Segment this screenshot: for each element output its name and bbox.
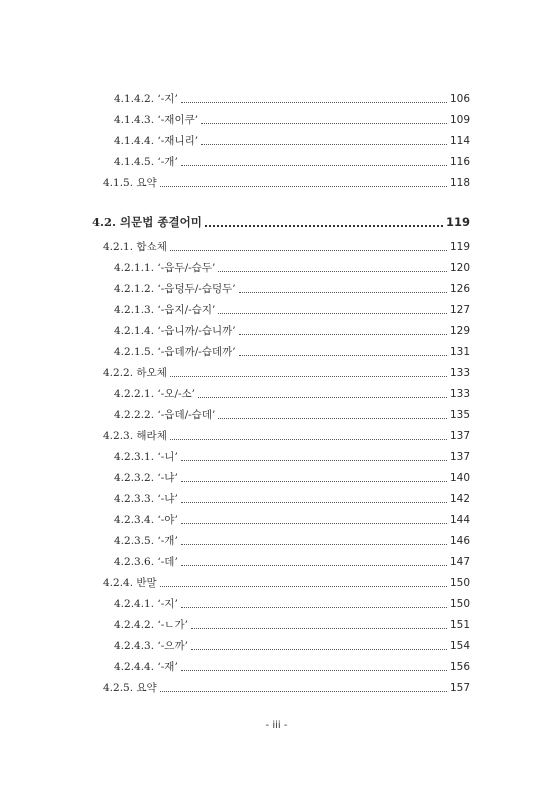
toc-dot-leader [191,628,447,629]
toc-entry-title: ‘-냐’ [157,472,178,484]
toc-entry-number: 4.2.2.2. [114,409,155,421]
toc-entry-title: ‘-개’ [157,535,178,547]
toc-dot-leader [181,502,447,503]
toc-entry-title: ‘-니’ [157,451,178,463]
toc-entry-number: 4.2.4. [103,577,134,589]
toc-entry-number: 4.1.4.2. [114,93,155,105]
toc-entry-title: ‘-읍데/-습데’ [157,409,216,421]
toc-dot-leader [201,144,447,145]
toc-dot-leader [170,250,447,251]
toc-entry-page: 151 [449,619,470,631]
toc-entry-label [103,681,160,695]
toc-entry-title: ‘-읍덩두/-습덩두’ [157,283,236,295]
toc-entry[interactable] [92,214,470,230]
toc-entry-page: 156 [449,661,470,673]
toc-entry-number: 4.2.1.4. [114,325,155,337]
toc-dot-leader [181,102,447,103]
toc-dot-leader [218,418,447,419]
toc-dot-leader [170,376,447,377]
toc-entry-label [114,597,181,611]
toc-entry-page: 133 [449,367,470,379]
toc-entry-label [114,555,181,569]
toc-entry-page: 137 [449,451,470,463]
toc-dot-leader [218,313,447,314]
toc-entry-title: ‘-오/-소’ [157,388,196,400]
toc-entry[interactable] [114,387,470,401]
toc-entry-title: ‘-지’ [157,93,178,105]
toc-entry-label [114,345,239,359]
toc-entry-page: 120 [449,262,470,274]
toc-entry-number: 4.2.3. [103,430,134,442]
toc-entry-page: 140 [449,472,470,484]
toc-entry-label [114,303,218,317]
toc-entry-number: 4.2.5. [103,682,134,694]
toc-entry-title: ‘-읍데까/-습데까’ [157,346,236,358]
toc-entry-number: 4.2.3.6. [114,556,155,568]
page-number-footer: - iii - [265,720,288,731]
toc-entry-title: 요약 [136,177,157,189]
toc-entry-title: 요약 [136,682,157,694]
toc-entry[interactable] [103,240,470,254]
toc-entry[interactable] [114,113,470,127]
toc-entry-label [114,492,181,506]
toc-entry-number: 4.2.2. [103,367,134,379]
toc-entry-number: 4.2.4.3. [114,640,155,652]
toc-entry[interactable] [114,555,470,569]
toc-entry-title: ‘-야’ [157,514,178,526]
toc-entry-page: 146 [449,535,470,547]
toc-entry-title: ‘-읍두/-습두’ [157,262,216,274]
toc-entry-number: 4.2.3.3. [114,493,155,505]
toc-entry[interactable] [114,345,470,359]
toc-dot-leader [198,397,447,398]
toc-dot-leader [160,691,447,692]
toc-entry-title: 하오체 [136,367,167,379]
toc-entry-label [114,660,181,674]
toc-dot-leader [181,544,447,545]
toc-dot-leader [205,225,443,227]
toc-entry-number: 4.1.4.3. [114,114,155,126]
toc-entry-label [114,155,181,169]
toc-dot-leader [181,565,447,566]
toc-entry-number: 4.1.4.5. [114,156,155,168]
toc-entry[interactable] [114,134,470,148]
toc-entry-number: 4.1.5. [103,177,134,189]
toc-entry-label [114,534,181,548]
toc-entry-number: 4.2.1.1. [114,262,155,274]
toc-dot-leader [218,271,447,272]
toc-entry-number: 4.2. [92,215,117,229]
toc-entry-title: 합쇼체 [136,241,167,253]
toc-entry[interactable] [114,618,470,632]
toc-entry-title: 반말 [136,577,157,589]
toc-entry-title: ‘-으까’ [157,640,188,652]
toc-dot-leader [160,186,447,187]
toc-entry-label [103,366,170,380]
toc-entry-label [103,176,160,190]
toc-entry[interactable] [114,261,470,275]
toc-entry-page: 131 [449,346,470,358]
toc-entry-page: 114 [449,135,470,147]
toc-entry-number: 4.2.3.1. [114,451,155,463]
toc-entry[interactable] [114,155,470,169]
toc-entry-number: 4.2.1. [103,241,134,253]
toc-entry-page: 135 [449,409,470,421]
toc-entry-page: 150 [449,577,470,589]
toc-dot-leader [239,334,447,335]
toc-dot-leader [181,460,447,461]
toc-entry-title: ‘-재’ [157,661,178,673]
toc-entry-label [114,261,218,275]
toc-entry-page: 144 [449,514,470,526]
toc-dot-leader [201,123,447,124]
toc-entry-page: 126 [449,283,470,295]
toc-entry-number: 4.2.4.4. [114,661,155,673]
toc-dot-leader [170,439,447,440]
toc-entry-title: ‘-지’ [157,598,178,610]
toc-entry[interactable] [103,576,470,590]
toc-entry-page: 147 [449,556,470,568]
toc-entry-title: ‘-재니리’ [157,135,199,147]
toc-entry-label [114,324,239,338]
toc-entry-title: 의문법 종결어미 [120,215,202,229]
toc-entry-label [114,639,191,653]
toc-entry-page: 119 [445,215,470,229]
toc-entry-label [114,282,239,296]
toc-entry-label [114,450,181,464]
toc-dot-leader [181,523,447,524]
toc-dot-leader [181,481,447,482]
toc-entry-title: ‘-냐’ [157,493,178,505]
toc-entry-label [92,214,205,230]
toc-entry-label [114,513,181,527]
toc-entry-label [114,134,201,148]
toc-entry-number: 4.1.4.4. [114,135,155,147]
toc-entry[interactable] [114,597,470,611]
toc-entry-label [114,408,218,422]
toc-dot-leader [239,355,447,356]
toc-entry-page: 118 [449,177,470,189]
toc-entry-page: 157 [449,682,470,694]
toc-entry-number: 4.2.3.4. [114,514,155,526]
toc-entry-number: 4.2.3.2. [114,472,155,484]
toc-entry[interactable] [114,534,470,548]
toc-entry-page: 109 [449,114,470,126]
toc-entry-number: 4.2.1.3. [114,304,155,316]
toc-entry-title: ‘-읍니까/-습니까’ [157,325,236,337]
toc-dot-leader [160,586,447,587]
toc-entry-number: 4.2.4.1. [114,598,155,610]
toc-entry[interactable] [103,681,470,695]
toc-entry-title: ‘-읍지/-습지’ [157,304,216,316]
toc-dot-leader [181,670,447,671]
toc-entry[interactable] [114,408,470,422]
toc-entry-page: 119 [449,241,470,253]
toc-entry-number: 4.2.1.2. [114,283,155,295]
toc-entry[interactable] [114,471,470,485]
toc-entry-page: 137 [449,430,470,442]
toc-entry-number: 4.2.2.1. [114,388,155,400]
toc-dot-leader [181,607,447,608]
toc-entry[interactable] [114,639,470,653]
toc-entry-title: ‘-데’ [157,556,178,568]
toc-entry-page: 116 [449,156,470,168]
toc-entry-number: 4.2.4.2. [114,619,155,631]
toc-entry-page: 150 [449,598,470,610]
toc-dot-leader [191,649,447,650]
toc-entry[interactable] [114,513,470,527]
toc-entry-page: 106 [449,93,470,105]
toc-entry-page: 129 [449,325,470,337]
toc-entry-title: ‘-개’ [157,156,178,168]
toc-entry-label [103,576,160,590]
toc-entry-label [103,240,170,254]
toc-entry-title: ‘-재이쿠’ [157,114,199,126]
toc-entry-label [114,113,201,127]
toc-entry-label [114,387,198,401]
toc-entry-page: 127 [449,304,470,316]
toc-entry-page: 133 [449,388,470,400]
toc-entry[interactable] [114,303,470,317]
toc-entry[interactable] [114,492,470,506]
toc-entry-label [103,429,170,443]
toc-dot-leader [181,165,447,166]
toc-entry[interactable] [114,660,470,674]
toc-entry-number: 4.2.3.5. [114,535,155,547]
toc-entry[interactable] [103,366,470,380]
toc-dot-leader [239,292,447,293]
toc-entry-page: 142 [449,493,470,505]
toc-entry-label [114,92,181,106]
toc-entry-label [114,471,181,485]
toc-entry[interactable] [114,282,470,296]
toc-entry-number: 4.2.1.5. [114,346,155,358]
toc-entry-page: 154 [449,640,470,652]
toc-entry[interactable] [103,429,470,443]
toc-entry[interactable] [114,92,470,106]
toc-entry-title: ‘-ㄴ가’ [157,619,188,631]
toc-entry-label [114,618,191,632]
toc-entry[interactable] [103,176,470,190]
toc-entry[interactable] [114,450,470,464]
toc-entry[interactable] [114,324,470,338]
toc-entry-title: 해라체 [136,430,167,442]
